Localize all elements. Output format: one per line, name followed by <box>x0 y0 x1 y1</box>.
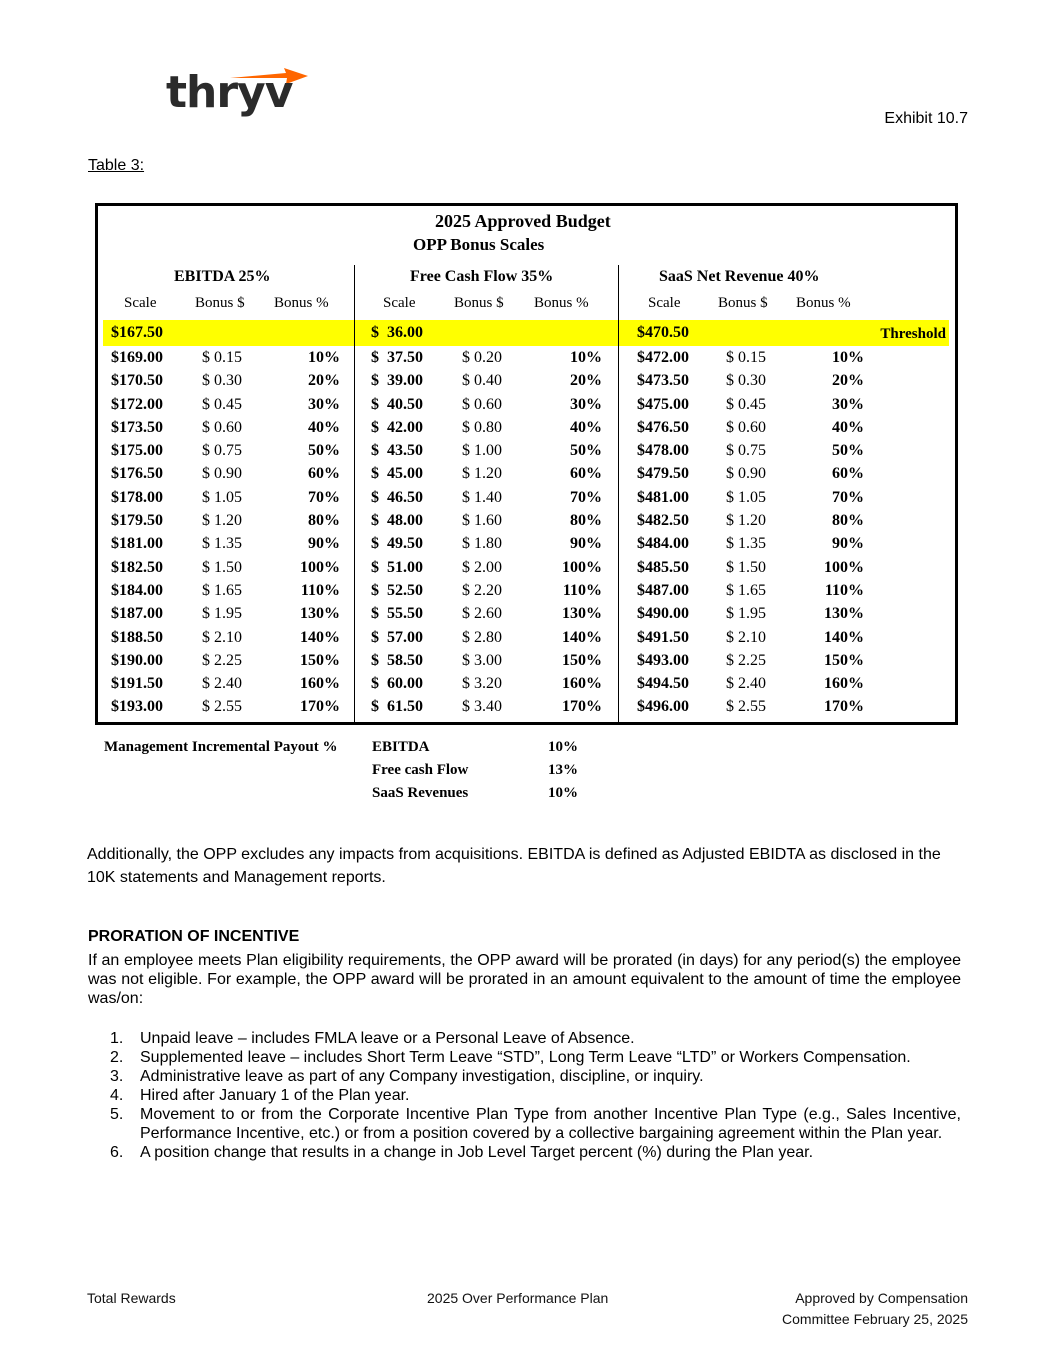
table-row <box>619 672 949 695</box>
section-title: SaaS Net Revenue 40% <box>659 268 820 285</box>
table-row <box>355 509 618 532</box>
list-number: 6. <box>110 1144 124 1161</box>
bonus-pct-cell: 50% <box>570 442 602 460</box>
bonus-dollar-cell: $ 2.25 <box>726 651 766 669</box>
bonus-dollar-cell: $ 2.55 <box>726 698 766 716</box>
scale-cell: $173.50 <box>111 418 163 436</box>
bonus-pct-cell: 130% <box>824 605 864 623</box>
scale-cell: $491.50 <box>637 628 689 646</box>
bonus-pct-cell: 40% <box>570 418 602 436</box>
list-text: Hired after January 1 of the Plan year. <box>140 1087 410 1104</box>
scale-cell: $481.00 <box>637 488 689 506</box>
col-header-bonus-dollar: Bonus $ <box>195 295 245 311</box>
list-number: 2. <box>110 1049 124 1066</box>
table-row <box>98 602 354 625</box>
list-item <box>88 1067 961 1086</box>
table-row <box>619 579 949 602</box>
table-row <box>98 649 354 672</box>
bonus-pct-cell: 10% <box>570 349 602 366</box>
scale-cell: $482.50 <box>637 512 689 530</box>
proration-list <box>88 1029 961 1162</box>
bonus-dollar-cell: $ 0.60 <box>726 418 766 436</box>
scale-cell: $178.00 <box>111 488 163 506</box>
scale-cell: $ 60.00 <box>371 675 423 693</box>
bonus-dollar-cell: $ 1.95 <box>202 605 242 623</box>
bonus-pct-cell: 60% <box>832 465 864 483</box>
list-text: Unpaid leave – includes FMLA leave or a Personal Leave of Absence. <box>140 1030 635 1047</box>
col-header-bonus-pct: Bonus % <box>796 295 851 311</box>
table-row <box>355 346 618 369</box>
bonus-pct-cell: 90% <box>832 535 864 553</box>
table-row <box>619 695 949 718</box>
mip-label: Management Incremental Payout % <box>104 739 338 755</box>
bonus-pct-cell: 80% <box>308 512 340 530</box>
table-row <box>619 602 949 625</box>
table-row <box>355 579 618 602</box>
scale-cell: $ 57.00 <box>371 628 423 646</box>
table-row <box>355 626 618 649</box>
bonus-pct-cell: 150% <box>562 651 602 669</box>
bonus-dollar-cell: $ 2.10 <box>726 628 766 646</box>
bonus-pct-cell: 70% <box>570 488 602 506</box>
scale-cell: $ 45.00 <box>371 465 423 483</box>
bonus-dollar-cell: $ 0.75 <box>726 442 766 460</box>
bonus-dollar-cell: $ 0.80 <box>462 418 502 436</box>
scale-cell: $ 39.00 <box>371 372 423 390</box>
list-item <box>88 1105 961 1143</box>
table-row <box>98 346 354 369</box>
table-row <box>619 393 949 416</box>
bonus-pct-cell: 50% <box>308 442 340 460</box>
bonus-pct-cell: 130% <box>300 605 340 623</box>
table-row <box>98 579 354 602</box>
scale-cell: $ 51.00 <box>371 558 423 576</box>
col-header-scale: Scale <box>648 295 681 311</box>
table-row <box>98 695 354 718</box>
bonus-dollar-cell: $ 3.20 <box>462 675 502 693</box>
bonus-dollar-cell: $ 2.55 <box>202 698 242 716</box>
scale-cell: $188.50 <box>111 628 163 646</box>
bonus-dollar-cell: $ 2.80 <box>462 628 502 646</box>
bonus-dollar-cell: $ 2.10 <box>202 628 242 646</box>
scale-cell: $484.00 <box>637 535 689 553</box>
bonus-dollar-cell: $ 1.35 <box>202 535 242 553</box>
scale-cell: $496.00 <box>637 698 689 716</box>
scale-cell: $ 37.50 <box>371 349 423 366</box>
bonus-dollar-cell: $ 1.60 <box>462 512 502 530</box>
footer-right-line1: Approved by Compensation <box>795 1290 968 1306</box>
col-header-scale: Scale <box>124 295 157 311</box>
scale-cell: $182.50 <box>111 558 163 576</box>
table-row <box>98 462 354 485</box>
table-row <box>619 346 949 369</box>
bonus-dollar-cell: $ 1.50 <box>202 558 242 576</box>
bonus-pct-cell: 70% <box>308 488 340 506</box>
scale-cell: $ 58.50 <box>371 651 423 669</box>
scale-cell: $ 43.50 <box>371 442 423 460</box>
scale-cell: $176.50 <box>111 465 163 483</box>
mip-value: 13% <box>548 762 578 778</box>
table-row <box>619 649 949 672</box>
mip-row-free-cash-flow <box>372 762 578 779</box>
bonus-dollar-cell: $ 0.45 <box>202 395 242 413</box>
bonus-dollar-cell: $ 0.15 <box>202 349 242 366</box>
bonus-dollar-cell: $ 0.75 <box>202 442 242 460</box>
bonus-dollar-cell: $ 2.20 <box>462 581 502 599</box>
table-row <box>355 462 618 485</box>
col-header-scale: Scale <box>383 295 416 311</box>
scale-cell: $187.00 <box>111 605 163 623</box>
scale-cell: $191.50 <box>111 675 163 693</box>
bonus-dollar-cell: $ 0.45 <box>726 395 766 413</box>
scale-cell: $475.00 <box>637 395 689 413</box>
thryv-logo <box>166 62 316 124</box>
bonus-dollar-cell: $ 1.65 <box>202 581 242 599</box>
threshold-scale: $167.50 <box>111 324 163 341</box>
bonus-pct-cell: 110% <box>824 581 864 599</box>
table-row <box>619 369 949 392</box>
list-item <box>88 1086 961 1105</box>
bonus-dollar-cell: $ 1.95 <box>726 605 766 623</box>
table-row <box>98 393 354 416</box>
scale-cell: $476.50 <box>637 418 689 436</box>
footer-right <box>782 1288 968 1330</box>
bonus-pct-cell: 30% <box>832 395 864 413</box>
scale-cell: $494.50 <box>637 675 689 693</box>
bonus-dollar-cell: $ 0.60 <box>202 418 242 436</box>
mip-name: SaaS Revenues <box>372 785 469 801</box>
table-subtitle: OPP Bonus Scales <box>413 235 545 254</box>
scale-cell: $172.00 <box>111 395 163 413</box>
scale-cell: $493.00 <box>637 651 689 669</box>
threshold-label: Threshold <box>880 326 946 342</box>
threshold-scale: $ 36.00 <box>371 324 423 341</box>
bonus-pct-cell: 130% <box>562 605 602 623</box>
table-row <box>355 393 618 416</box>
proration-heading: PRORATION OF INCENTIVE <box>88 928 300 945</box>
bonus-dollar-cell: $ 1.40 <box>462 488 502 506</box>
table-row <box>98 672 354 695</box>
list-item <box>88 1029 961 1048</box>
table-row <box>619 462 949 485</box>
bonus-pct-cell: 30% <box>308 395 340 413</box>
bonus-dollar-cell: $ 1.00 <box>462 442 502 460</box>
opp-bonus-scales-table <box>95 203 958 725</box>
table-row <box>355 416 618 439</box>
bonus-pct-cell: 40% <box>832 418 864 436</box>
bonus-dollar-cell: $ 2.40 <box>202 675 242 693</box>
threshold-scale: $470.50 <box>637 324 689 341</box>
bonus-dollar-cell: $ 1.65 <box>726 581 766 599</box>
bonus-dollar-cell: $ 2.40 <box>726 675 766 693</box>
mip-name: EBITDA <box>372 739 430 755</box>
scale-cell: $169.00 <box>111 349 163 366</box>
table-row <box>619 486 949 509</box>
table-row <box>98 626 354 649</box>
section-title: EBITDA 25% <box>174 268 271 285</box>
table-row <box>619 626 949 649</box>
section-title: Free Cash Flow 35% <box>410 268 554 285</box>
bonus-pct-cell: 60% <box>308 465 340 483</box>
bonus-pct-cell: 110% <box>300 581 340 599</box>
bonus-pct-cell: 20% <box>308 372 340 390</box>
mip-row-ebitda <box>372 739 578 756</box>
scale-cell: $472.00 <box>637 349 689 366</box>
table-row <box>98 416 354 439</box>
table-title: 2025 Approved Budget <box>435 211 611 231</box>
bonus-pct-cell: 80% <box>570 512 602 530</box>
bonus-dollar-cell: $ 0.20 <box>462 349 502 366</box>
list-number: 4. <box>110 1087 124 1104</box>
list-item <box>88 1048 961 1067</box>
bonus-pct-cell: 60% <box>570 465 602 483</box>
table-row <box>355 556 618 579</box>
table-row <box>619 532 949 555</box>
bonus-dollar-cell: $ 0.90 <box>202 465 242 483</box>
bonus-pct-cell: 20% <box>832 372 864 390</box>
bonus-pct-cell: 150% <box>300 651 340 669</box>
bonus-dollar-cell: $ 1.20 <box>726 512 766 530</box>
bonus-dollar-cell: $ 1.05 <box>726 488 766 506</box>
bonus-dollar-cell: $ 0.40 <box>462 372 502 390</box>
bonus-dollar-cell: $ 0.30 <box>202 372 242 390</box>
table-row <box>355 695 618 718</box>
table-row <box>355 672 618 695</box>
table-row <box>619 439 949 462</box>
table-row <box>355 369 618 392</box>
scale-cell: $478.00 <box>637 442 689 460</box>
table-row <box>98 439 354 462</box>
list-number: 5. <box>110 1106 124 1123</box>
table-row <box>355 486 618 509</box>
list-text: Administrative leave as part of any Company investigation, discipline, or inquiry. <box>140 1068 704 1085</box>
bonus-dollar-cell: $ 0.60 <box>462 395 502 413</box>
bonus-pct-cell: 160% <box>562 675 602 693</box>
bonus-pct-cell: 100% <box>562 558 602 576</box>
scale-cell: $170.50 <box>111 372 163 390</box>
logo-text: thryv <box>166 67 293 118</box>
bonus-dollar-cell: $ 1.20 <box>202 512 242 530</box>
table-row <box>619 556 949 579</box>
bonus-pct-cell: 140% <box>824 628 864 646</box>
section-free-cash-flow <box>355 268 618 722</box>
col-header-bonus-pct: Bonus % <box>534 295 589 311</box>
table-row <box>98 532 354 555</box>
bonus-pct-cell: 90% <box>308 535 340 553</box>
bonus-dollar-cell: $ 0.90 <box>726 465 766 483</box>
bonus-dollar-cell: $ 1.80 <box>462 535 502 553</box>
scale-cell: $490.00 <box>637 605 689 623</box>
col-header-bonus-dollar: Bonus $ <box>718 295 768 311</box>
bonus-pct-cell: 90% <box>570 535 602 553</box>
bonus-dollar-cell: $ 3.40 <box>462 698 502 716</box>
section-ebitda <box>98 268 354 722</box>
scale-cell: $184.00 <box>111 581 163 599</box>
bonus-dollar-cell: $ 2.00 <box>462 558 502 576</box>
table-row <box>355 602 618 625</box>
bonus-pct-cell: 80% <box>832 512 864 530</box>
bonus-pct-cell: 150% <box>824 651 864 669</box>
mip-row-saas-revenues <box>372 785 578 802</box>
bonus-pct-cell: 70% <box>832 488 864 506</box>
scale-cell: $181.00 <box>111 535 163 553</box>
threshold-row <box>355 320 618 346</box>
table-row <box>355 532 618 555</box>
col-header-bonus-dollar: Bonus $ <box>454 295 504 311</box>
list-item <box>88 1143 961 1162</box>
bonus-pct-cell: 170% <box>300 698 340 716</box>
list-text: Supplemented leave – includes Short Term Leave “STD”, Long Term Leave “LTD” or Workers Compensation. <box>140 1049 911 1066</box>
scale-cell: $473.50 <box>637 372 689 390</box>
mip-value: 10% <box>548 739 578 755</box>
bonus-dollar-cell: $ 3.00 <box>462 651 502 669</box>
list-text: A position change that results in a change in Job Level Target percent (%) during the Plan year. <box>140 1144 814 1161</box>
table-row <box>619 416 949 439</box>
table-row <box>619 509 949 532</box>
bonus-pct-cell: 40% <box>308 418 340 436</box>
scale-cell: $179.50 <box>111 512 163 530</box>
bonus-pct-cell: 170% <box>824 698 864 716</box>
table-row <box>355 439 618 462</box>
scale-cell: $487.00 <box>637 581 689 599</box>
scale-cell: $ 49.50 <box>371 535 423 553</box>
scale-cell: $ 48.00 <box>371 512 423 530</box>
bonus-dollar-cell: $ 2.60 <box>462 605 502 623</box>
table-row <box>98 486 354 509</box>
scale-cell: $175.00 <box>111 442 163 460</box>
table-label: Table 3: <box>88 157 145 174</box>
bonus-pct-cell: 50% <box>832 442 864 460</box>
threshold-row <box>98 320 354 346</box>
bonus-dollar-cell: $ 1.50 <box>726 558 766 576</box>
footer-center: 2025 Over Performance Plan <box>427 1290 609 1306</box>
table-row <box>355 649 618 672</box>
exhibit-label: Exhibit 10.7 <box>884 110 968 127</box>
table-row <box>98 556 354 579</box>
footer-right-line2: Committee February 25, 2025 <box>782 1311 968 1327</box>
scale-cell: $ 42.00 <box>371 418 423 436</box>
bonus-pct-cell: 110% <box>562 581 602 599</box>
bonus-dollar-cell: $ 0.30 <box>726 372 766 390</box>
scale-cell: $479.50 <box>637 465 689 483</box>
bonus-dollar-cell: $ 0.15 <box>726 349 766 366</box>
additional-paragraph: Additionally, the OPP excludes any impacts from acquisitions. EBITDA is defined as Adjusted EBIDTA as disclosed in the 10K statements and Management reports. <box>87 846 941 886</box>
list-number: 1. <box>110 1030 124 1047</box>
table-row <box>98 509 354 532</box>
col-header-bonus-pct: Bonus % <box>274 295 329 311</box>
bonus-pct-cell: 100% <box>300 558 340 576</box>
bonus-pct-cell: 170% <box>562 698 602 716</box>
scale-cell: $ 46.50 <box>371 488 423 506</box>
scale-cell: $190.00 <box>111 651 163 669</box>
bonus-pct-cell: 10% <box>308 349 340 366</box>
list-number: 3. <box>110 1068 124 1085</box>
scale-cell: $ 52.50 <box>371 581 423 599</box>
bonus-pct-cell: 10% <box>832 349 864 366</box>
scale-cell: $485.50 <box>637 558 689 576</box>
table-row <box>98 369 354 392</box>
bonus-pct-cell: 20% <box>570 372 602 390</box>
list-text: Movement to or from the Corporate Incentive Plan Type from another Incentive Plan Type (e.g., Sales Incentive, Performance Incentive, etc.) or from a position covered by a collective bargaining agreement within the Plan year. <box>140 1106 961 1142</box>
bonus-pct-cell: 140% <box>562 628 602 646</box>
scale-cell: $ 61.50 <box>371 698 423 716</box>
bonus-dollar-cell: $ 2.25 <box>202 651 242 669</box>
footer-left: Total Rewards <box>87 1290 176 1306</box>
bonus-dollar-cell: $ 1.20 <box>462 465 502 483</box>
mip-value: 10% <box>548 785 578 801</box>
bonus-pct-cell: 100% <box>824 558 864 576</box>
scale-cell: $193.00 <box>111 698 163 716</box>
bonus-pct-cell: 160% <box>824 675 864 693</box>
scale-cell: $ 55.50 <box>371 605 423 623</box>
bonus-dollar-cell: $ 1.35 <box>726 535 766 553</box>
mip-name: Free cash Flow <box>372 762 469 778</box>
bonus-pct-cell: 30% <box>570 395 602 413</box>
bonus-dollar-cell: $ 1.05 <box>202 488 242 506</box>
bonus-pct-cell: 140% <box>300 628 340 646</box>
scale-cell: $ 40.50 <box>371 395 423 413</box>
proration-intro: If an employee meets Plan eligibility requirements, the OPP award will be prorated (in days) for any period(s) the employee was not eligible. For example, the OPP award will be prorated in an amount equivalent to the amount of time the employee was/on: <box>88 952 961 1007</box>
section-saas-net-revenue <box>619 268 949 722</box>
bonus-pct-cell: 160% <box>300 675 340 693</box>
